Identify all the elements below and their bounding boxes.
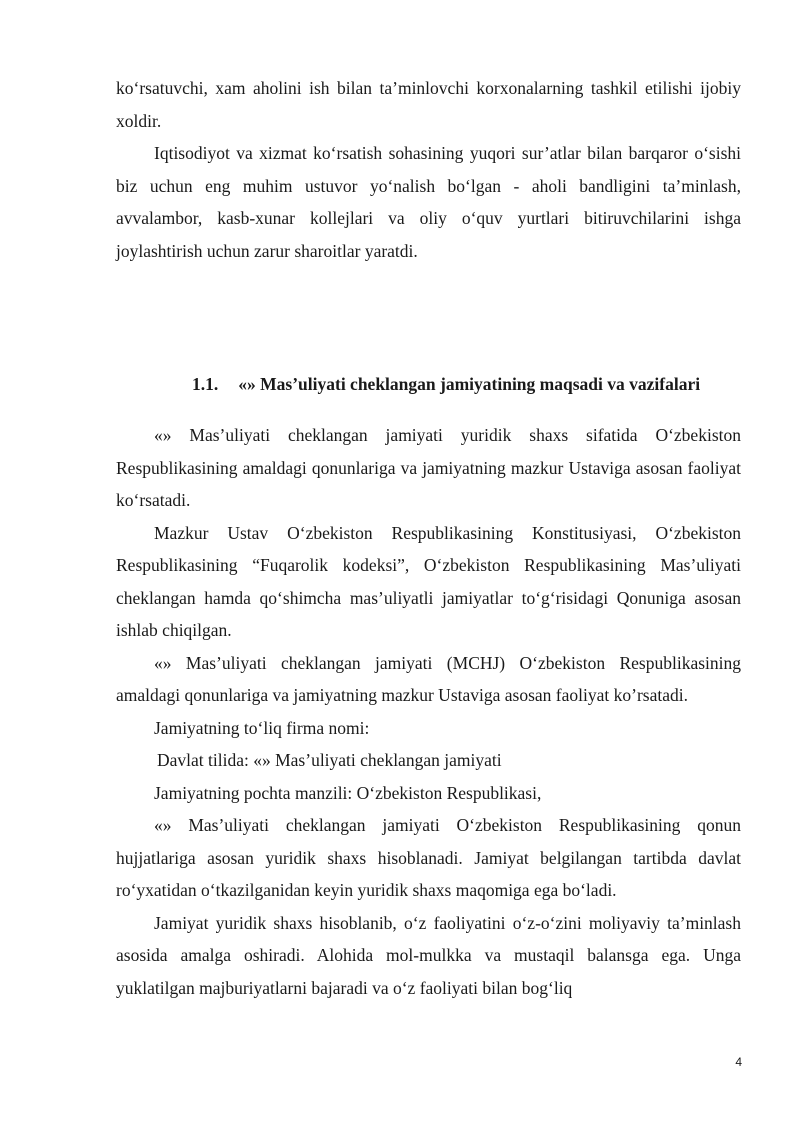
- paragraph-legal-entity: «» Mas’uliyati cheklangan jamiyati yuridik shaxs sifatida O‘zbekiston Respublikasining amaldagi qonunlariga va jamiyatning mazkur Ustaviga asosan faoliyat ko‘rsatadi.: [116, 425, 741, 510]
- paragraph-charter-basis: Mazkur Ustav O‘zbekiston Respublikasining Konstitusiyasi, O‘zbekiston Respublikasining “Fuqarolik kodeksi”, O‘zbekiston Respublikasining Mas’uliyati cheklangan hamda qo‘shimcha mas’uliyatli jamiyatlar to‘g‘risidagi Qonuniga asosan ishlab chiqilgan.: [116, 522, 741, 640]
- document-page: [116, 72, 741, 1004]
- paragraph-economy: Iqtisodiyot va xizmat ko‘rsatish sohasining yuqori sur’atlar bilan barqaror o‘sishi biz uchun eng muhim ustuvor yo‘nalish bo‘lgan - aholi bandligini ta’minlash, avvalambor, kasb-xunar kollejlari va oliy o‘quv yurtlari bitiruvchilarini ishga joylashtirish uchun zarur sharoitlar yaratdi.: [116, 143, 741, 261]
- paragraph-postal-address: Jamiyatning pochta manzili: O‘zbekiston Respublikasi,: [154, 782, 542, 803]
- paragraph-state-language: Davlat tilida: «» Mas’uliyati cheklangan jamiyati: [157, 750, 502, 770]
- section-title: «» Mas’uliyati cheklangan jamiyatining maqsadi va vazifalari: [238, 374, 701, 394]
- paragraph-self-financing: Jamiyat yuridik shaxs hisoblanib, o‘z faoliyatini o‘z-o‘zini moliyaviy ta’minlash asosida amalga oshiradi. Alohida mol-mulkka va mustaqil balansga ega. Unga yuklatilgan majburiyatlarni bajaradi va o‘z faoliyati bilan bog‘liq: [116, 912, 741, 998]
- paragraph-mchj: «» Mas’uliyati cheklangan jamiyati (MCHJ) O‘zbekiston Respublikasining amaldagi qonunlariga va jamiyatning mazkur Ustaviga asosan faoliyat ko’rsatadi.: [116, 652, 741, 705]
- paragraph-firm-name: Jamiyatning to‘liq firma nomi:: [154, 717, 370, 738]
- page-number: 4: [735, 1055, 742, 1069]
- section-heading: [116, 368, 741, 400]
- section-number: 1.1.: [192, 374, 219, 394]
- paragraph-continuation: ko‘rsatuvchi, xam aholini ish bilan ta’minlovchi korxonalarning tashkil etilishi ijobiy xoldir.: [116, 78, 741, 131]
- paragraph-legal-status: «» Mas’uliyati cheklangan jamiyati O‘zbekiston Respublikasining qonun hujjatlariga asosan yuridik shaxs hisoblanadi. Jamiyat belgilangan tartibda davlat ro‘yxatidan o‘tkazilganidan keyin yuridik shaxs maqomiga ega bo‘ladi.: [116, 815, 741, 900]
